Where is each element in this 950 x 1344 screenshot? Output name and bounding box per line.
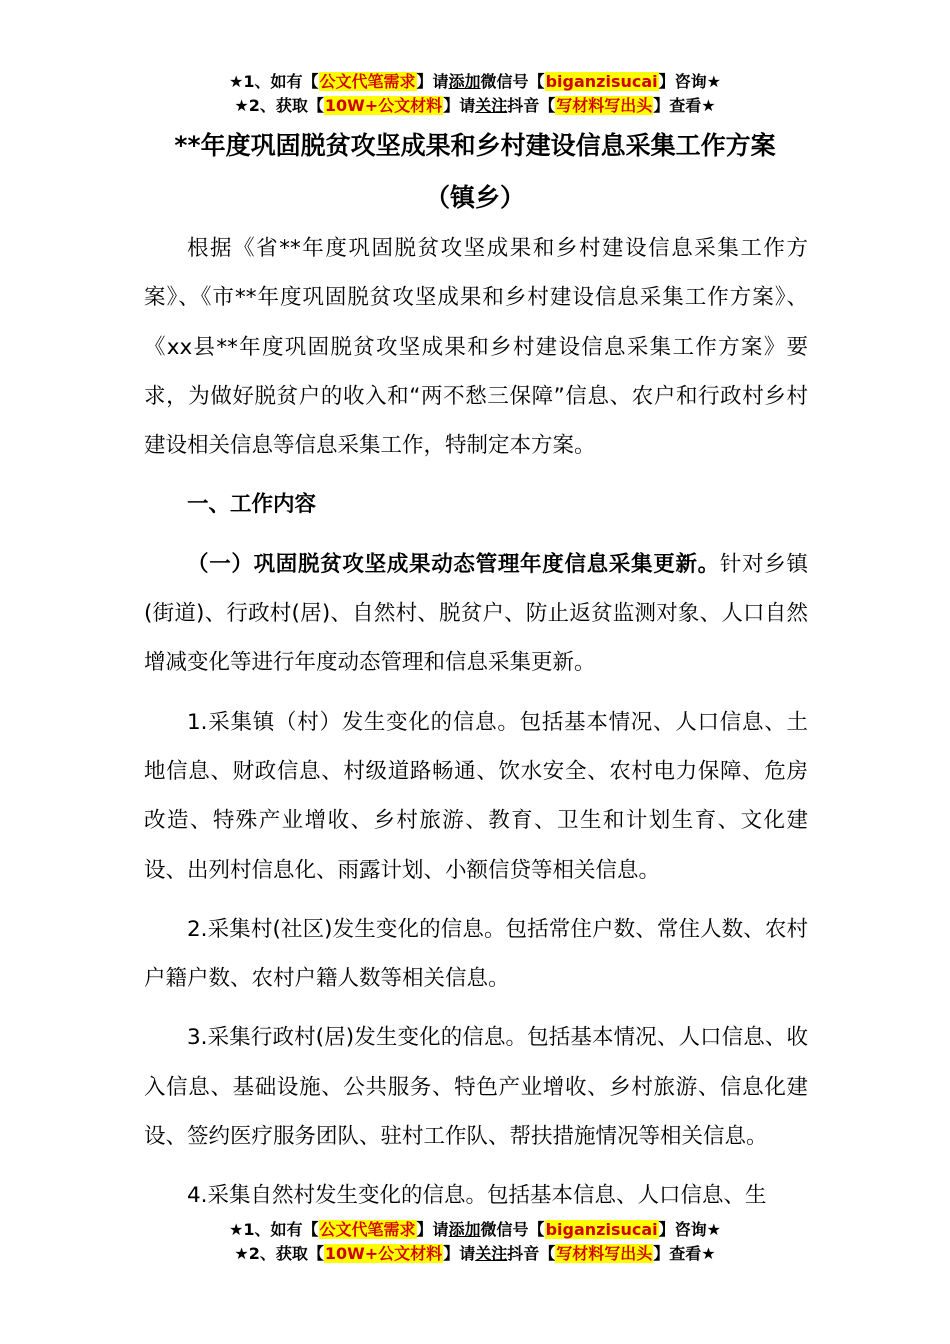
list-item: 3.采集行政村(居)发生变化的信息。包括基本情况、人口信息、收入信息、基础设施、公共服务、特色产业增收、乡村旅游、信息化建设、签约医疗服务团队、驻村工作队、帮扶措施情况等相关信息。 — [144, 1025, 808, 1150]
promo-highlight: 公文代笔需求 — [319, 1220, 416, 1239]
wechat-id: biganzisucai — [545, 1220, 658, 1239]
promo-banner-top — [0, 70, 950, 118]
document-subtitle: （镇乡） — [424, 183, 525, 212]
promo-banner-bottom — [0, 1218, 950, 1266]
intro-paragraph: 根据《省**年度巩固脱贫攻坚成果和乡村建设信息采集工作方案》、《市**年度巩固脱贫攻坚成果和乡村建设信息采集工作方案》、《xx县**年度巩固脱贫攻坚成果和乡村建设信息采集工作方案》要求，为做好脱贫户的收入和“两不愁三保障”信息、农户和行政村乡村建设相关信息等信息采集工作，特制定本方案。 — [144, 236, 808, 459]
wechat-id: biganzisucai — [545, 72, 658, 91]
douyin-account: 写材料写出头 — [556, 96, 653, 115]
promo-line-2: ★2、获取【10W+公文材料】请关注抖音【写材料写出头】查看★ — [234, 1244, 716, 1263]
promo-line-1: ★1、如有【公文代笔需求】请添加微信号【biganzisucai】咨询★ — [229, 1220, 721, 1239]
list-item: 4.采集自然村发生变化的信息。包括基本信息、人口信息、生 — [187, 1183, 767, 1209]
list-item: 1.采集镇（村）发生变化的信息。包括基本情况、人口信息、土地信息、财政信息、村级道路畅通、饮水安全、农村电力保障、危房改造、特殊产业增收、乡村旅游、教育、卫生和计划生育、文化建设、出列村信息化、雨露计划、小额信贷等相关信息。 — [144, 709, 808, 883]
promo-highlight: 10W+公文材料 — [324, 96, 443, 115]
promo-line-1: ★1、如有【公文代笔需求】请添加微信号【biganzisucai】咨询★ — [229, 72, 721, 91]
promo-line-2: ★2、获取【10W+公文材料】请关注抖音【写材料写出头】查看★ — [234, 96, 716, 115]
promo-highlight: 公文代笔需求 — [319, 72, 416, 91]
promo-highlight: 10W+公文材料 — [324, 1244, 443, 1263]
section-heading: 一、工作内容 — [187, 492, 317, 518]
document-body — [144, 224, 808, 1221]
subsection-paragraph: （一）巩固脱贫攻坚成果动态管理年度信息采集更新。针对乡镇(街道)、行政村(居)、自然村、脱贫户、防止返贫监测对象、人口自然增减变化等进行年度动态管理和信息采集更新。 — [144, 551, 808, 676]
douyin-account: 写材料写出头 — [556, 1244, 653, 1263]
document-title: **年度巩固脱贫攻坚成果和乡村建设信息采集工作方案 — [174, 131, 776, 160]
list-item: 2.采集村(社区)发生变化的信息。包括常住户数、常住人数、农村户籍户数、农村户籍人数等相关信息。 — [144, 916, 808, 992]
subsection-heading: （一）巩固脱贫攻坚成果动态管理年度信息采集更新。 — [187, 551, 720, 577]
